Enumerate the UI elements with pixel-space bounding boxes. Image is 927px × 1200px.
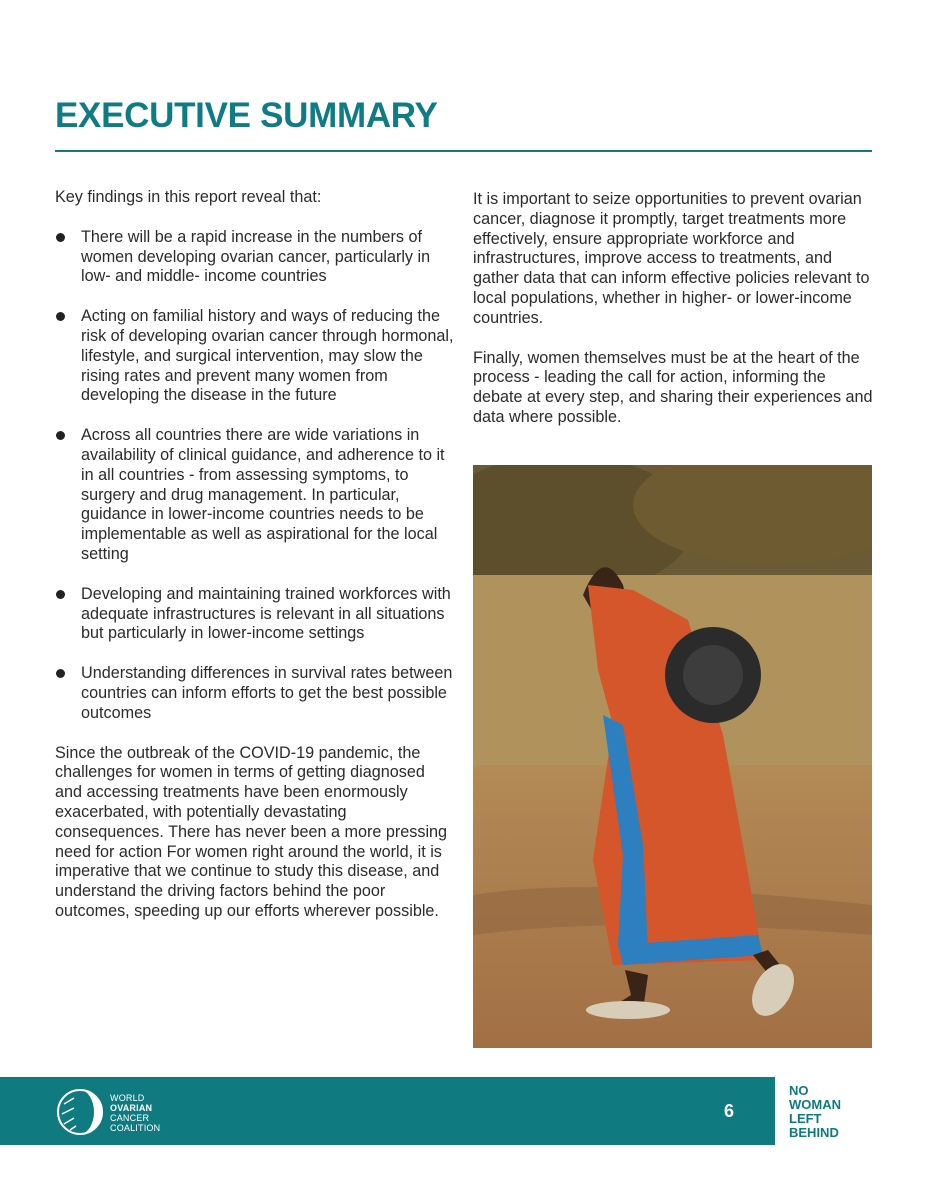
wocc-logo-icon bbox=[56, 1088, 104, 1136]
photo-woman-walking bbox=[473, 465, 872, 1048]
logo-line: CANCER bbox=[110, 1113, 150, 1123]
left-column bbox=[55, 188, 455, 922]
bullet-icon bbox=[56, 431, 65, 440]
finding-text: There will be a rapid increase in the numbers of women developing ovarian cancer, particularly in low- and middle- income countries bbox=[81, 227, 431, 286]
logo-line: COALITION bbox=[110, 1123, 161, 1133]
finding-text: Across all countries there are wide variations in availability of clinical guidance, and adherence to it in all countries - from assessing symptoms, to surgery and drug management. In particular, guidance in lower-income countries needs to be implementable as well as aspirational for the local setting bbox=[81, 426, 445, 563]
closing-paragraph: Since the outbreak of the COVID-19 pandemic, the challenges for women in terms of getting diagnosed and accessing treatments have been enormously exacerbated, with potentially devastating consequences. There has never been a more pressing need for action For women right around the world, it is imperative that we continue to study this disease, and understand the driving factors behind the poor outcomes, speeding up our efforts wherever possible. bbox=[55, 743, 448, 920]
logo-line: WORLD bbox=[110, 1093, 145, 1103]
campaign-line: WOMAN bbox=[789, 1097, 841, 1112]
list-item bbox=[55, 228, 455, 287]
bullet-icon bbox=[56, 669, 65, 678]
bullet-icon bbox=[56, 312, 65, 321]
bullet-icon bbox=[56, 233, 65, 242]
list-item bbox=[55, 664, 455, 723]
findings-intro: Key findings in this report reveal that: bbox=[55, 188, 322, 206]
wocc-logo-text bbox=[110, 1093, 160, 1133]
list-item bbox=[55, 426, 455, 565]
campaign-line: BEHIND bbox=[789, 1125, 839, 1140]
key-findings-list bbox=[55, 228, 455, 724]
campaign-line: NO bbox=[789, 1083, 809, 1098]
women-at-heart-paragraph: Finally, women themselves must be at the heart of the process - leading the call for action, informing the debate at every step, and sharing their experiences and data where possible. bbox=[473, 348, 873, 426]
right-column bbox=[473, 190, 878, 428]
finding-text: Understanding differences in survival rates between countries can inform efforts to get the best possible outcomes bbox=[81, 664, 453, 722]
campaign-line: LEFT bbox=[789, 1111, 822, 1126]
list-item bbox=[55, 585, 455, 644]
logo-line: OVARIAN bbox=[110, 1103, 153, 1113]
page-title: EXECUTIVE SUMMARY bbox=[55, 96, 438, 135]
page-number: 6 bbox=[724, 1101, 735, 1121]
finding-text: Developing and maintaining trained workforces with adequate infrastructures is relevant in all situations but particularly in lower-income settings bbox=[81, 584, 451, 643]
list-item bbox=[55, 307, 455, 406]
opportunities-paragraph: It is important to seize opportunities to prevent ovarian cancer, diagnose it promptly, target treatments more effectively, ensure appropriate workforce and infrastructures, improve access to treatments, and gather data that can inform effective policies relevant to local populations, whether in higher- or lower-income countries. bbox=[473, 190, 870, 327]
title-divider bbox=[55, 150, 872, 152]
bullet-icon bbox=[56, 590, 65, 599]
campaign-logo-text bbox=[789, 1084, 841, 1140]
finding-text: Acting on familial history and ways of reducing the risk of developing ovarian cancer through hormonal, lifestyle, and surgical intervention, may slow the rising rates and prevent many women from developing the disease in the future bbox=[81, 307, 454, 405]
photo-illustration bbox=[473, 465, 872, 1048]
